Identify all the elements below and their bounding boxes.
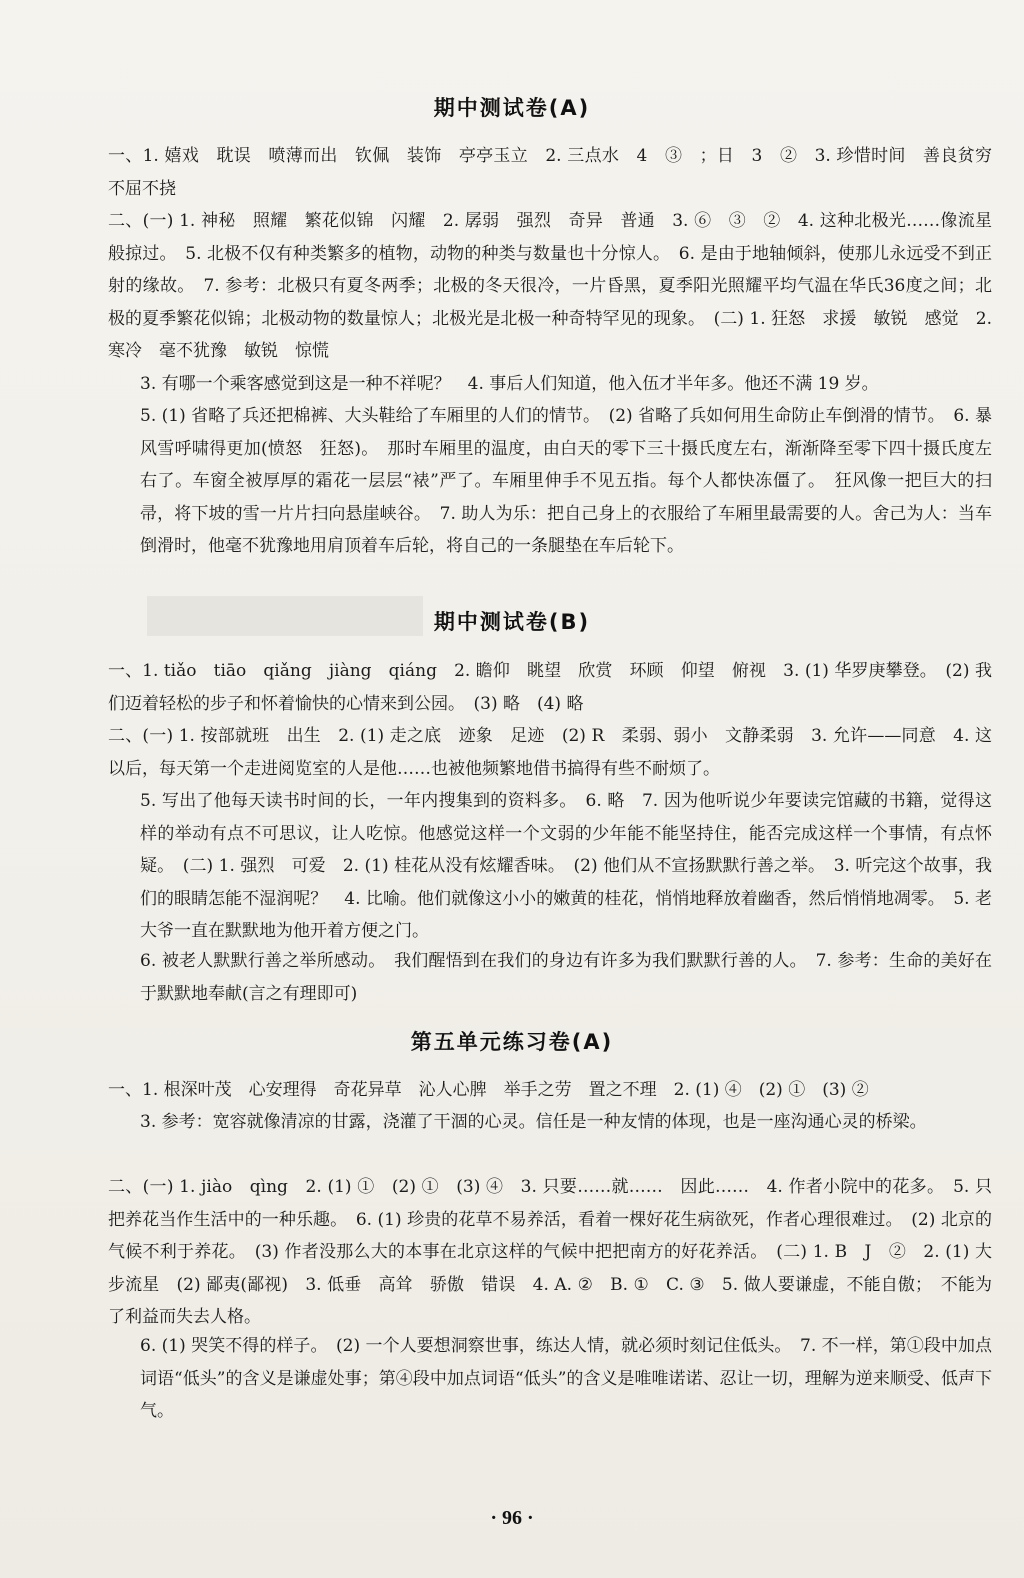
section-b-part-3: 5. 写出了他每天读书时间的长，一年内搜集到的资料多。 6. 略 7. 因为他听说少年要读完馆藏的书籍，觉得这样的举动有点不可思议，让人吃惊。他感觉这样一个文弱的少年能不能坚持住，能否完成这样一个事情，有点怀疑。 (二) 1. 强烈 可爱 2. (1) 桂花从没有炫耀香味。 (2) 他们从不宣扬默默行善之举。 3. 听完这个故事，我们的眼睛怎能不湿润呢？ 4. 比喻。他们就像这小小的嫩黄的桂花，悄悄地释放着幽香，然后悄悄地凋零。 5. 老大爷一直在默默地为他开着方便之门。 (140, 791, 992, 941)
section-a-part-2: 二、(一) 1. 神秘 照耀 繁花似锦 闪耀 2. 孱弱 强烈 奇异 普通 3. ⑥ ③ ② 4. 这种北极光……像流星般掠过。 5. 北极不仅有种类繁多的植物，动物的种类与数量也十分惊人。 6. 是由于地轴倾斜，使那儿永远受不到正射的缘故。 7. 参考：北极只有夏冬两季；北极的冬天很冷，一片昏黑，夏季阳光照耀平均气温在华氏36度之间；北极的夏季繁花似锦；北极动物的数量惊人；北极光是北极一种奇特罕见的现象。 (二) 1. 狂怒 求援 敏锐 感觉 2. 寒冷 毫不犹豫 敏锐 惊慌 (108, 211, 992, 361)
section-title-midterm-a: 期中测试卷(A) (433, 96, 591, 120)
section-b-part-4: 6. 被老人默默行善之举所感动。 我们醒悟到在我们的身边有许多为我们默默行善的人。 7. 参考：生命的美好在于默默地奉献(言之有理即可) (140, 951, 992, 1004)
unit5-part-4: 6. (1) 哭笑不得的样子。 (2) 一个人要想洞察世事，练达人情，就必须时刻记住低头。 7. 不一样，第①段中加点词语“低头”的含义是谦虚处事；第④段中加点词语“低头”的含义是唯唯诺诺、忍让一切，理解为逆来顺受、低声下气。 (140, 1336, 992, 1421)
section-a-part-3: 3. 有哪一个乘客感觉到这是一种不祥呢？ 4. 事后人们知道，他入伍才半年多。他还不满 19 岁。 (140, 374, 879, 394)
section-a-part-4: 5. (1) 省略了兵还把棉裤、大头鞋给了车厢里的人们的情节。 (2) 省略了兵如何用生命防止车倒滑的情节。 6. 暴风雪呼啸得更加(愤怒 狂怒)。 那时车厢里的温度，由白天的零下三十摄氏度左右，渐渐降至零下四十摄氏度左右了。车窗全被厚厚的霜花一层层“裱”严了。车厢里伸手不见五指。每个人都快冻僵了。 狂风像一把巨大的扫帚，将下坡的雪一片片扫向悬崖峡谷。 7. 助人为乐：把自己身上的衣服给了车厢里最需要的人。舍己为人：当车倒滑时，他毫不犹豫地用肩顶着车后轮，将自己的一条腿垫在车后轮下。 (140, 406, 992, 556)
section-b-part-1: 一、1. tiǎo tiāo qiǎng jiàng qiáng 2. 瞻仰 眺望 欣赏 环顾 仰望 俯视 3. (1) 华罗庚攀登。 (2) 我们迈着轻松的步子和怀着愉快的心情来到公园。 (3) 略 (4) 略 (108, 661, 992, 714)
section-a-part-1: 一、1. 嬉戏 耽误 喷薄而出 钦佩 装饰 亭亭玉立 2. 三点水 4 ③ ；日 3 ② 3. 珍惜时间 善良贫穷 不屈不挠 (108, 146, 1009, 199)
unit5-part-2: 3. 参考：宽容就像清凉的甘露，浇灌了干涸的心灵。信任是一种友情的体现，也是一座沟通心灵的桥梁。 (140, 1112, 927, 1132)
section-b-part-2: 二、(一) 1. 按部就班 出生 2. (1) 走之底 迹象 足迹 (2) R 柔弱、弱小 文静柔弱 3. 允许——同意 4. 这以后，每天第一个走进阅览室的人是他……也被他频繁地借书搞得有些不耐烦了。 (108, 726, 992, 779)
unit5-part-3: 二、(一) 1. jiào qìng 2. (1) ① (2) ① (3) ④ 3. 只要……就…… 因此…… 4. 作者小院中的花多。 5. 只把养花当作生活中的一种乐趣。 6. (1) 珍贵的花草不易养活，看着一棵好花生病欲死，作者心理很难过。 (2) 北京的气候不利于养花。 (3) 作者没那么大的本事在北京这样的气候中把把南方的好花养活。 (二) 1. B J ② 2. (1) 大步流星 (2) 鄙夷(鄙视) 3. 低垂 高耸 骄傲 错误 4. A. ② B. ① C. ③ 5. 做人要谦虚，不能自傲； 不能为了利益而失去人格。 (108, 1177, 992, 1327)
section-title-midterm-b: 期中测试卷(B) (433, 610, 591, 634)
section-title-unit5-a: 第五单元练习卷(A) (410, 1030, 614, 1054)
unit5-part-1: 一、1. 根深叶茂 心安理得 奇花异草 沁人心脾 举手之劳 置之不理 2. (1) ④ (2) ① (3) ② (108, 1080, 869, 1100)
page-number: · 96 · (490, 1507, 534, 1529)
